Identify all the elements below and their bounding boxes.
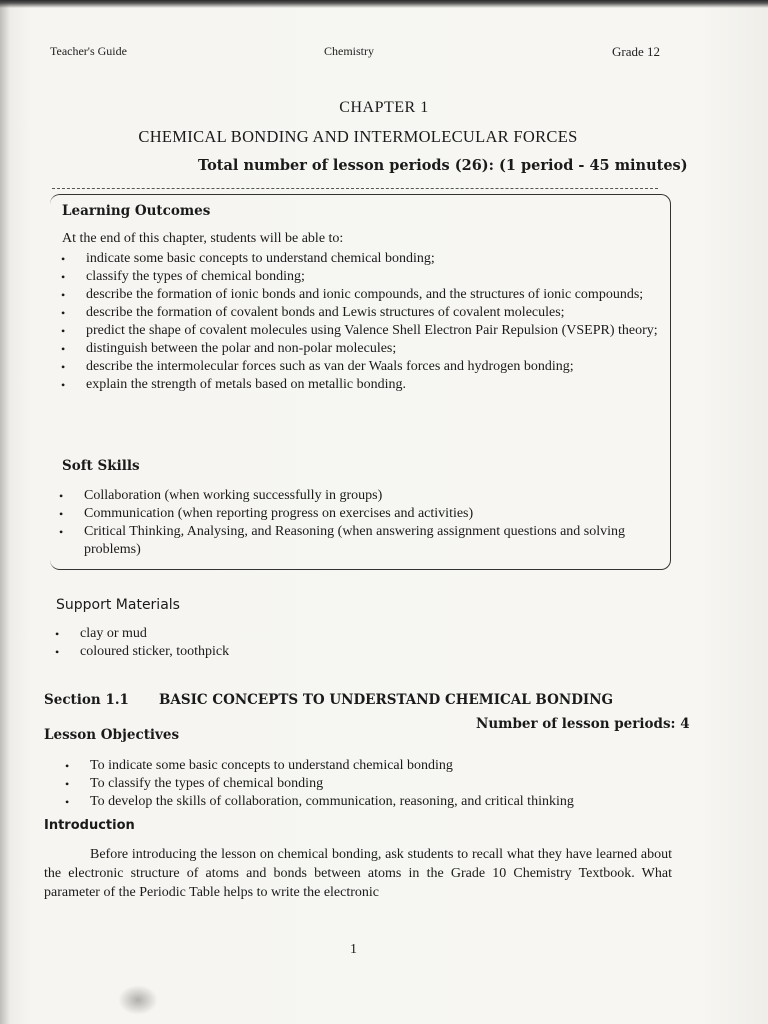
list-item: • Collaboration (when working successfully in groups) (59, 488, 383, 503)
section-heading (44, 692, 613, 708)
bullet-icon: • (65, 777, 70, 791)
section-lesson-periods: Number of lesson periods: 4 (476, 716, 690, 732)
list-item: • To indicate some basic concepts to understand chemical bonding (65, 758, 453, 773)
list-item: • Communication (when reporting progress on exercises and activities) (59, 506, 474, 521)
soft-skills-heading: Soft Skills (62, 458, 140, 474)
list-item: • clay or mud (55, 626, 147, 641)
bullet-icon: • (61, 378, 66, 392)
bullet-icon: • (55, 627, 60, 641)
bullet-icon: • (61, 342, 66, 356)
scan-smudge (118, 985, 158, 1015)
bullet-icon: • (59, 525, 64, 539)
chapter-number: CHAPTER 1 (339, 99, 429, 116)
scan-left-edge (0, 0, 10, 1024)
total-lesson-periods: Total number of lesson periods (26): (1 period - 45 minutes) (198, 157, 688, 174)
list-item: • coloured sticker, toothpick (55, 644, 230, 659)
learning-outcomes-intro: At the end of this chapter, students will be able to: (62, 231, 344, 246)
section-number: Section 1.1 (44, 692, 129, 708)
list-item: • distinguish between the polar and non-polar molecules; (61, 341, 397, 356)
soft-skills-list (59, 487, 666, 559)
learning-outcomes-list (61, 250, 664, 394)
section-title: BASIC CONCEPTS TO UNDERSTAND CHEMICAL BONDING (158, 692, 614, 708)
page-number: 1 (350, 942, 357, 957)
running-header-right: Grade 12 (612, 44, 661, 59)
list-item: • To classify the types of chemical bonding (65, 776, 324, 791)
bullet-icon: • (61, 306, 66, 320)
introduction-heading: Introduction (44, 818, 135, 833)
running-header-left: Teacher's Guide (50, 44, 127, 58)
bullet-icon: • (61, 324, 66, 338)
support-materials-list (55, 625, 480, 661)
scan-top-edge (0, 0, 768, 8)
learning-outcomes-heading: Learning Outcomes (62, 203, 211, 219)
introduction-paragraph: Before introducing the lesson on chemical bonding, ask students to recall what they have learned about the electronic structure of atoms and bonds between atoms in the Grade 10 Chemistry Textbook. What parameter of the Periodic Table helps to write the electronic (44, 847, 672, 900)
list-item: • explain the strength of metals based on metallic bonding. (61, 377, 406, 392)
bullet-icon: • (61, 252, 66, 266)
bullet-icon: • (61, 288, 66, 302)
bullet-icon: • (59, 507, 64, 521)
list-item: • describe the formation of ionic bonds and ionic compounds, and the structures of ionic compounds; (61, 287, 644, 302)
list-item: • describe the formation of covalent bonds and Lewis structures of covalent molecules; (61, 305, 565, 320)
bullet-icon: • (61, 270, 66, 284)
box-top-divider (52, 188, 658, 189)
bullet-icon: • (61, 360, 66, 374)
lesson-objectives-list (65, 757, 690, 811)
running-header-center: Chemistry (324, 44, 374, 58)
bullet-icon: • (65, 759, 70, 773)
list-item: • describe the intermolecular forces such as van der Waals forces and hydrogen bonding; (61, 359, 574, 374)
bullet-icon: • (65, 795, 70, 809)
list-item: • classify the types of chemical bonding; (61, 269, 305, 284)
list-item: • To develop the skills of collaboration, communication, reasoning, and critical thinking (65, 794, 574, 809)
list-item: • predict the shape of covalent molecules using Valence Shell Electron Pair Repulsion (VSEPR) theory; (61, 323, 658, 338)
bullet-icon: • (55, 645, 60, 659)
list-item: • Critical Thinking, Analysing, and Reasoning (when answering assignment questions and solving problems) (59, 524, 626, 557)
support-materials-heading: Support Materials (56, 597, 180, 613)
lesson-objectives-heading: Lesson Objectives (44, 727, 180, 743)
chapter-title: CHEMICAL BONDING AND INTERMOLECULAR FORCES (138, 127, 578, 146)
bullet-icon: • (59, 489, 64, 503)
list-item: • indicate some basic concepts to understand chemical bonding; (61, 251, 435, 266)
